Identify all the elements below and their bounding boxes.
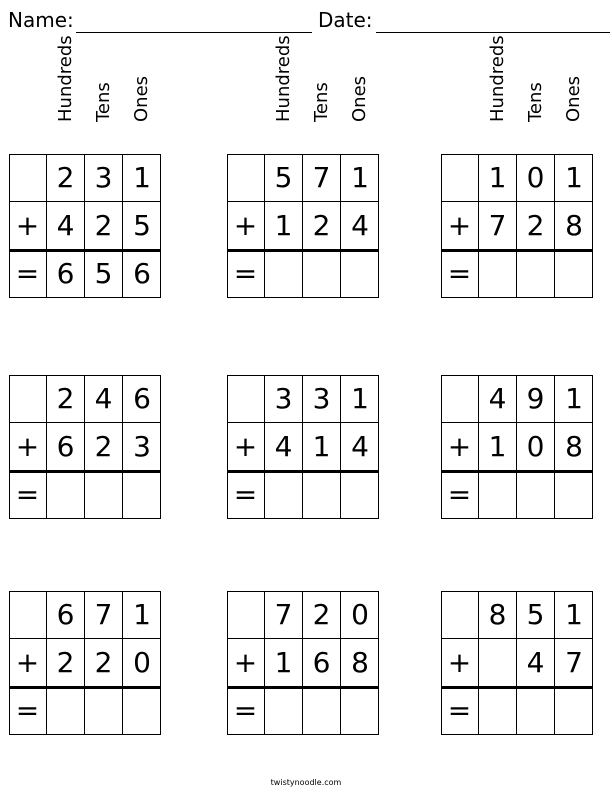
addend-bottom-digit-cell: 3 bbox=[123, 423, 161, 471]
answer-digit-cell[interactable] bbox=[517, 687, 555, 735]
answer-digit-cell[interactable] bbox=[47, 471, 85, 519]
addend-bottom-digit-cell: 2 bbox=[85, 202, 123, 250]
answer-digit-cell[interactable] bbox=[555, 250, 593, 298]
equals-sign: = bbox=[9, 250, 47, 298]
answer-digit-cell[interactable] bbox=[303, 471, 341, 519]
addend-top-digit-cell: 1 bbox=[341, 375, 379, 423]
answer-digit-cell[interactable]: 5 bbox=[85, 250, 123, 298]
addend-top-digit-cell: 3 bbox=[265, 375, 303, 423]
addition-problem-2 bbox=[227, 154, 379, 298]
addend-bottom-digit-cell: 1 bbox=[479, 423, 517, 471]
name-label: Name: bbox=[8, 8, 74, 32]
addend-bottom-digit-cell: 4 bbox=[341, 423, 379, 471]
equals-sign: = bbox=[441, 250, 479, 298]
addition-problem-3 bbox=[441, 154, 593, 298]
answer-digit-cell[interactable] bbox=[555, 471, 593, 519]
answer-digit-cell[interactable] bbox=[265, 687, 303, 735]
date-field[interactable] bbox=[376, 32, 610, 33]
plus-sign: + bbox=[441, 202, 479, 250]
addend-bottom-digit-cell: 8 bbox=[341, 639, 379, 687]
answer-digit-cell[interactable] bbox=[265, 471, 303, 519]
addend-bottom-digit-cell: 4 bbox=[517, 639, 555, 687]
ones-label: Ones bbox=[349, 75, 370, 122]
answer-digit-cell[interactable] bbox=[479, 687, 517, 735]
empty-cell bbox=[227, 591, 265, 639]
empty-cell bbox=[227, 154, 265, 202]
plus-sign: + bbox=[227, 423, 265, 471]
plus-sign: + bbox=[9, 202, 47, 250]
answer-digit-cell[interactable] bbox=[85, 687, 123, 735]
addend-top-digit-cell: 0 bbox=[341, 591, 379, 639]
ones-label: Ones bbox=[563, 75, 584, 122]
sum-line bbox=[441, 249, 593, 252]
answer-digit-cell[interactable] bbox=[303, 250, 341, 298]
equals-sign: = bbox=[441, 471, 479, 519]
addend-bottom-digit-cell: 8 bbox=[555, 423, 593, 471]
answer-digit-cell[interactable] bbox=[341, 250, 379, 298]
sum-line bbox=[227, 470, 379, 473]
addend-top-digit-cell: 5 bbox=[265, 154, 303, 202]
sum-line bbox=[441, 686, 593, 689]
empty-cell bbox=[9, 375, 47, 423]
answer-digit-cell[interactable] bbox=[517, 471, 555, 519]
addend-bottom-digit-cell: 1 bbox=[265, 202, 303, 250]
addend-bottom-digit-cell: 2 bbox=[85, 639, 123, 687]
addend-top-digit-cell: 1 bbox=[479, 154, 517, 202]
answer-digit-cell[interactable] bbox=[517, 250, 555, 298]
addend-bottom-digit-cell: 6 bbox=[47, 423, 85, 471]
tens-label: Tens bbox=[311, 82, 332, 122]
addend-bottom-digit-cell: 7 bbox=[555, 639, 593, 687]
addend-bottom-digit-cell: 6 bbox=[303, 639, 341, 687]
addend-top-digit-cell: 9 bbox=[517, 375, 555, 423]
addend-bottom-digit-cell: 2 bbox=[303, 202, 341, 250]
equals-sign: = bbox=[227, 471, 265, 519]
addition-problem-8 bbox=[227, 591, 379, 735]
addend-top-digit-cell: 1 bbox=[123, 591, 161, 639]
addition-problem-6 bbox=[441, 375, 593, 519]
sum-line bbox=[441, 470, 593, 473]
addend-bottom-digit-cell: 1 bbox=[303, 423, 341, 471]
name-field[interactable] bbox=[76, 32, 312, 33]
empty-cell bbox=[9, 591, 47, 639]
plus-sign: + bbox=[227, 639, 265, 687]
addend-top-digit-cell: 3 bbox=[85, 154, 123, 202]
addend-top-digit-cell: 8 bbox=[479, 591, 517, 639]
equals-sign: = bbox=[227, 687, 265, 735]
addend-top-digit-cell: 6 bbox=[123, 375, 161, 423]
header bbox=[0, 6, 612, 36]
empty-cell bbox=[441, 154, 479, 202]
addend-top-digit-cell: 1 bbox=[555, 591, 593, 639]
addend-top-digit-cell: 1 bbox=[555, 375, 593, 423]
addition-problem-9 bbox=[441, 591, 593, 735]
empty-cell bbox=[9, 154, 47, 202]
addend-top-digit-cell: 1 bbox=[123, 154, 161, 202]
sum-line bbox=[9, 470, 161, 473]
answer-digit-cell[interactable]: 6 bbox=[123, 250, 161, 298]
addend-bottom-digit-cell: 0 bbox=[517, 423, 555, 471]
addend-bottom-digit-cell: 2 bbox=[517, 202, 555, 250]
sum-line bbox=[227, 686, 379, 689]
plus-sign: + bbox=[227, 202, 265, 250]
equals-sign: = bbox=[227, 250, 265, 298]
addend-bottom-digit-cell: 2 bbox=[85, 423, 123, 471]
addend-top-digit-cell: 1 bbox=[555, 154, 593, 202]
answer-digit-cell[interactable] bbox=[341, 687, 379, 735]
addend-top-digit-cell: 7 bbox=[303, 154, 341, 202]
answer-digit-cell[interactable] bbox=[265, 250, 303, 298]
answer-digit-cell[interactable]: 6 bbox=[47, 250, 85, 298]
hundreds-label: Hundreds bbox=[487, 35, 508, 122]
addend-top-digit-cell: 2 bbox=[47, 375, 85, 423]
plus-sign: + bbox=[9, 423, 47, 471]
equals-sign: = bbox=[9, 471, 47, 519]
addend-bottom-digit-cell: 7 bbox=[479, 202, 517, 250]
addend-top-digit-cell: 7 bbox=[265, 591, 303, 639]
addend-top-digit-cell: 4 bbox=[479, 375, 517, 423]
addend-top-digit-cell: 6 bbox=[47, 591, 85, 639]
answer-digit-cell[interactable] bbox=[303, 687, 341, 735]
addend-bottom-digit-cell: 4 bbox=[341, 202, 379, 250]
place-value-labels-1 bbox=[47, 35, 161, 148]
addition-problem-5 bbox=[227, 375, 379, 519]
empty-cell bbox=[227, 375, 265, 423]
answer-digit-cell[interactable] bbox=[47, 687, 85, 735]
place-value-labels-3 bbox=[479, 35, 593, 148]
addition-problem-4 bbox=[9, 375, 161, 519]
sum-line bbox=[227, 249, 379, 252]
addend-top-digit-cell: 1 bbox=[341, 154, 379, 202]
answer-digit-cell[interactable] bbox=[341, 471, 379, 519]
plus-sign: + bbox=[9, 639, 47, 687]
addend-bottom-digit-cell: 0 bbox=[123, 639, 161, 687]
addend-bottom-digit-cell: 4 bbox=[47, 202, 85, 250]
addend-bottom-digit-cell: 8 bbox=[555, 202, 593, 250]
plus-sign: + bbox=[441, 423, 479, 471]
hundreds-label: Hundreds bbox=[55, 35, 76, 122]
addend-top-digit-cell: 0 bbox=[517, 154, 555, 202]
addend-bottom-digit-cell: 4 bbox=[265, 423, 303, 471]
addend-top-digit-cell: 5 bbox=[517, 591, 555, 639]
answer-digit-cell[interactable] bbox=[555, 687, 593, 735]
addition-problem-1 bbox=[9, 154, 161, 298]
plus-sign: + bbox=[441, 639, 479, 687]
ones-label: Ones bbox=[131, 75, 152, 122]
addend-bottom-digit-cell: 2 bbox=[47, 639, 85, 687]
date-label: Date: bbox=[318, 8, 373, 32]
footer-credit: twistynoodle.com bbox=[270, 778, 342, 787]
tens-label: Tens bbox=[93, 82, 114, 122]
equals-sign: = bbox=[441, 687, 479, 735]
answer-digit-cell[interactable] bbox=[85, 471, 123, 519]
empty-cell bbox=[441, 375, 479, 423]
sum-line bbox=[9, 686, 161, 689]
hundreds-label: Hundreds bbox=[273, 35, 294, 122]
answer-digit-cell[interactable] bbox=[479, 250, 517, 298]
answer-digit-cell[interactable] bbox=[479, 471, 517, 519]
tens-label: Tens bbox=[525, 82, 546, 122]
addend-top-digit-cell: 2 bbox=[47, 154, 85, 202]
addend-bottom-digit-cell bbox=[479, 639, 517, 687]
sum-line bbox=[9, 249, 161, 252]
addition-problem-7 bbox=[9, 591, 161, 735]
answer-digit-cell[interactable] bbox=[123, 687, 161, 735]
addend-bottom-digit-cell: 1 bbox=[265, 639, 303, 687]
empty-cell bbox=[441, 591, 479, 639]
equals-sign: = bbox=[9, 687, 47, 735]
addend-top-digit-cell: 3 bbox=[303, 375, 341, 423]
answer-digit-cell[interactable] bbox=[123, 471, 161, 519]
addend-top-digit-cell: 4 bbox=[85, 375, 123, 423]
addend-top-digit-cell: 2 bbox=[303, 591, 341, 639]
addend-bottom-digit-cell: 5 bbox=[123, 202, 161, 250]
place-value-labels-2 bbox=[265, 35, 379, 148]
addend-top-digit-cell: 7 bbox=[85, 591, 123, 639]
